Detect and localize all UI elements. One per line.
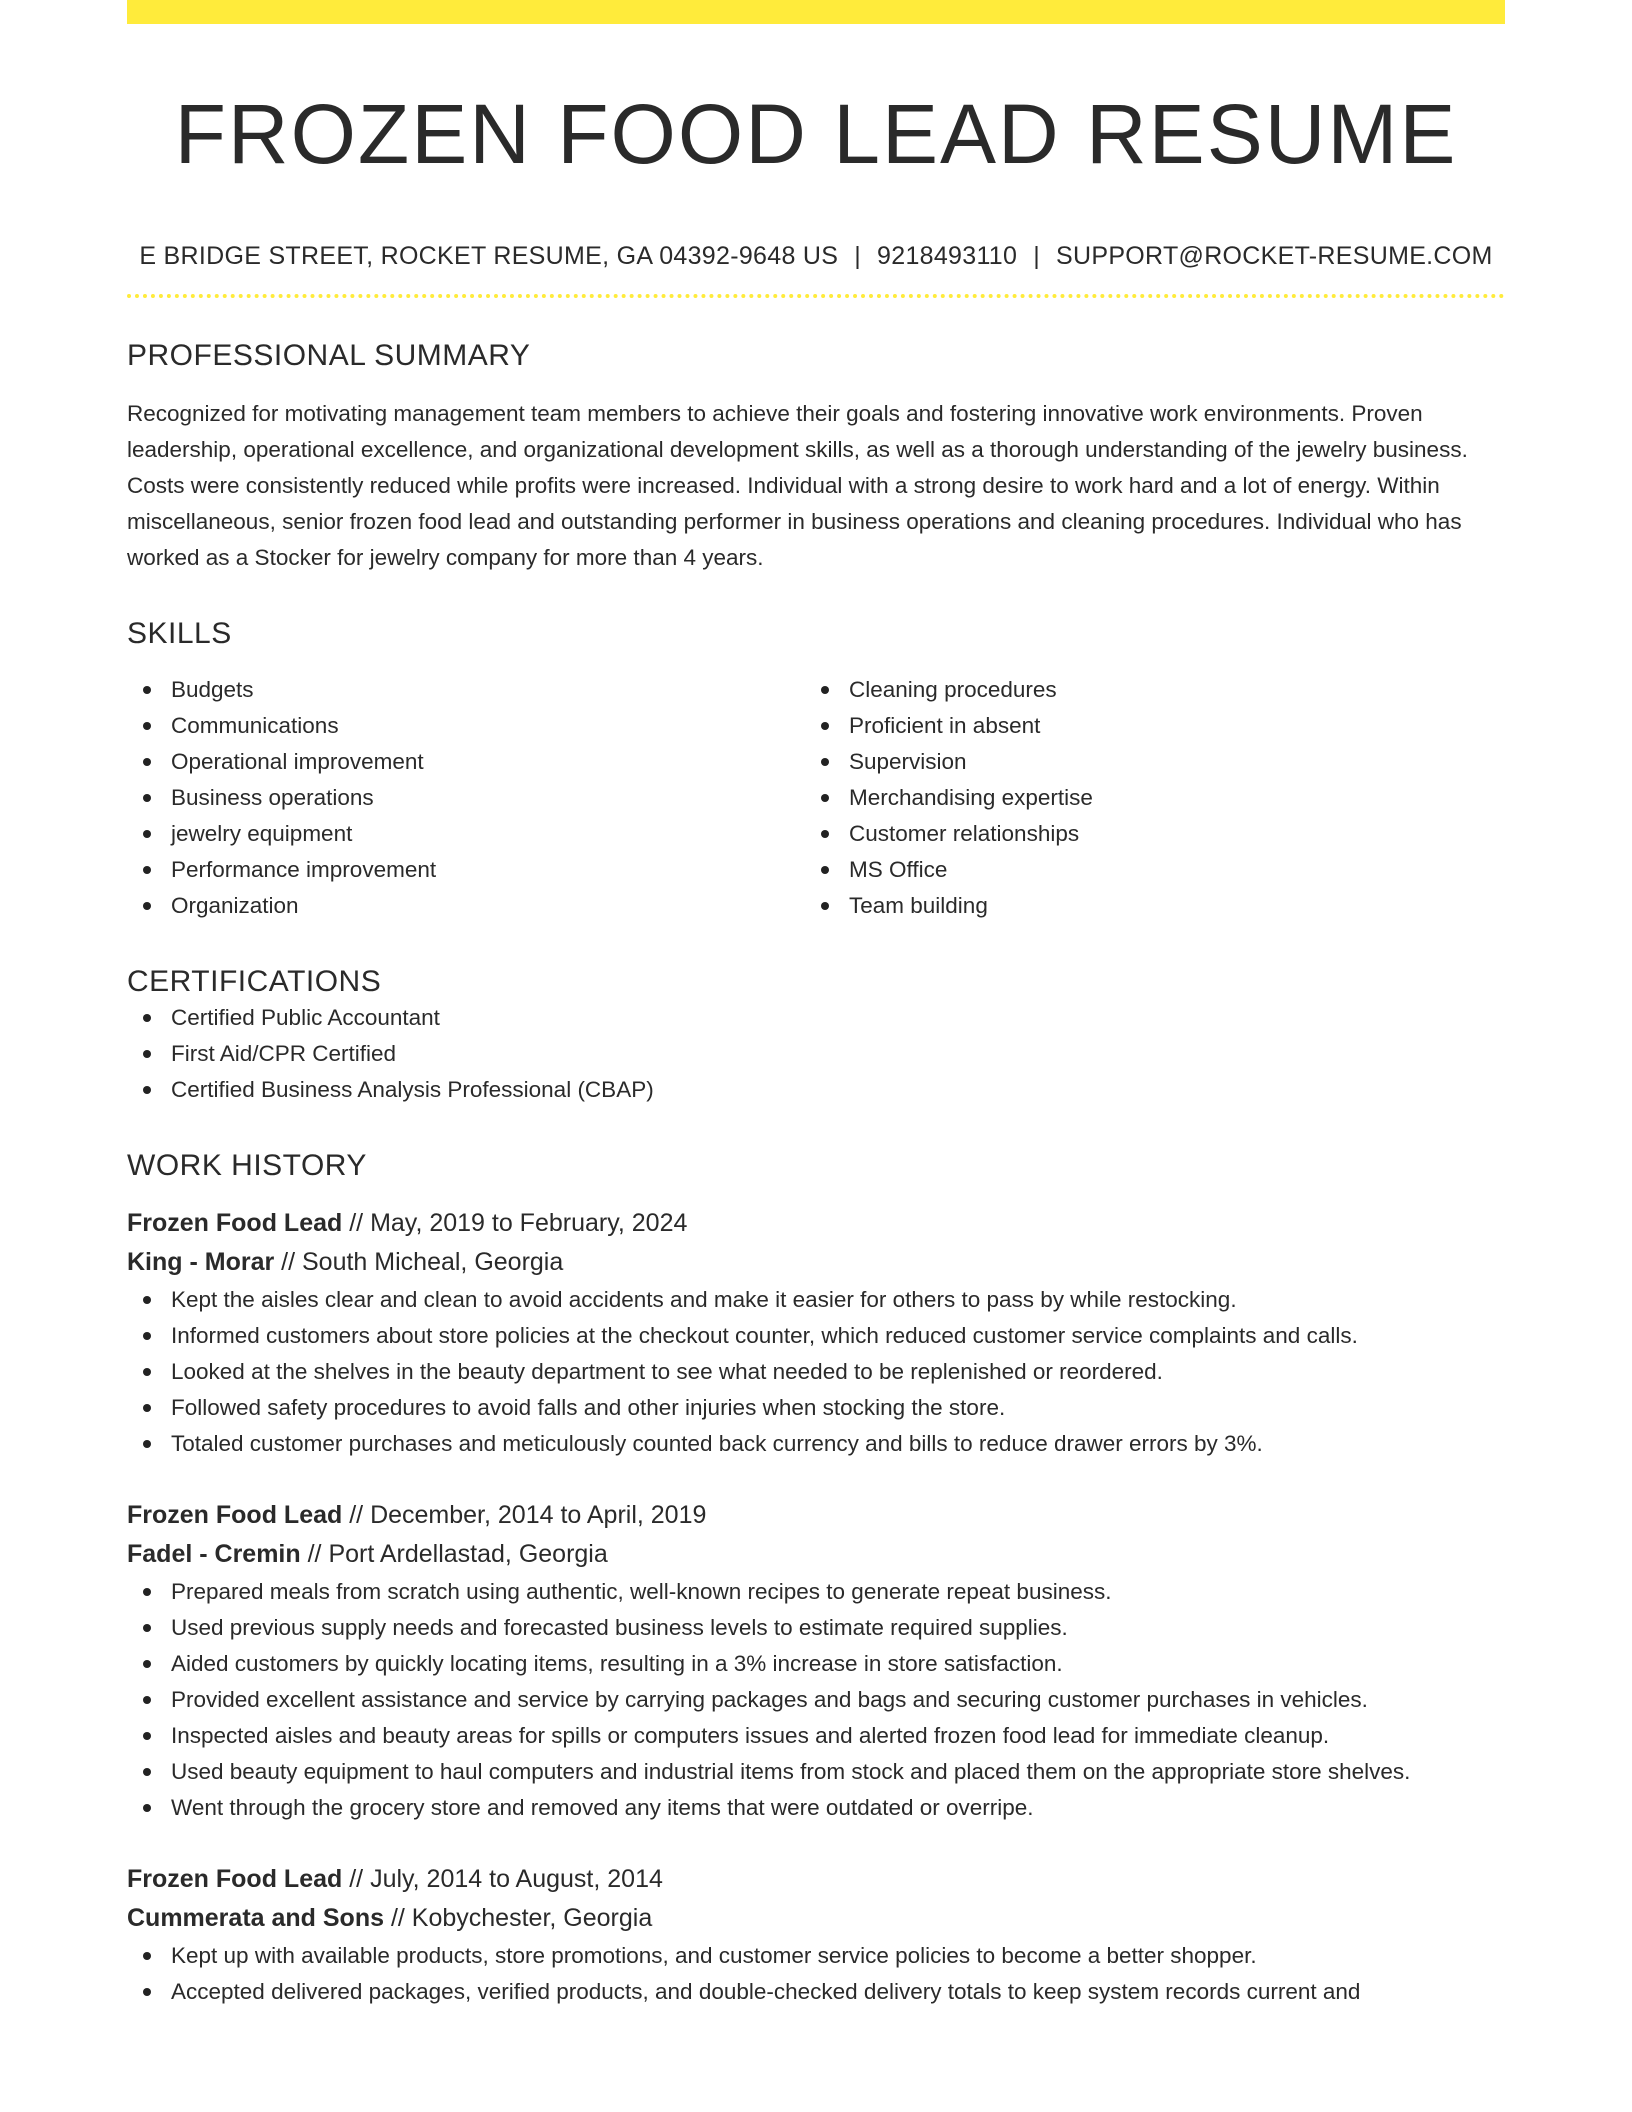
job-bullet-text: Looked at the shelves in the beauty department to see what needed to be replenished or reordered. <box>171 1359 1163 1384</box>
skills-column-right <box>805 672 1483 924</box>
skill-item <box>127 816 805 852</box>
job-bullet <box>127 1390 1505 1426</box>
bullet-dot-icon <box>143 1804 151 1812</box>
job-bullet <box>127 1282 1505 1318</box>
job-bullet <box>127 1682 1505 1718</box>
certification-item-text: Certified Business Analysis Professional (CBAP) <box>171 1077 654 1102</box>
job-bullet <box>127 1354 1505 1390</box>
skill-item <box>127 780 805 816</box>
job-bullet-text: Prepared meals from scratch using authentic, well-known recipes to generate repeat business. <box>171 1579 1112 1604</box>
job-dates: // May, 2019 to February, 2024 <box>342 1209 688 1237</box>
bullet-dot-icon <box>143 1014 151 1022</box>
job-bullet <box>127 1754 1505 1790</box>
job-bullet <box>127 1318 1505 1354</box>
job-title: Frozen Food Lead <box>127 1865 343 1893</box>
skill-item-text: Customer relationships <box>849 821 1080 846</box>
certification-item <box>127 1072 1505 1108</box>
job-bullet-list <box>127 1282 1505 1462</box>
skill-item-text: Team building <box>849 893 988 918</box>
contact-separator: | <box>1033 242 1041 270</box>
job-bullet <box>127 1610 1505 1646</box>
bullet-dot-icon <box>821 758 829 766</box>
skills-heading: SKILLS <box>127 617 232 650</box>
job-entry <box>127 1860 1505 2010</box>
skill-item <box>805 744 1483 780</box>
job-bullet-text: Went through the grocery store and removed any items that were outdated or overripe. <box>171 1795 1034 1820</box>
skill-item <box>127 852 805 888</box>
bullet-dot-icon <box>143 1588 151 1596</box>
skill-item-text: Operational improvement <box>171 749 424 774</box>
skill-item-text: Organization <box>171 893 299 918</box>
bullet-dot-icon <box>821 902 829 910</box>
summary-text: Recognized for motivating management team members to achieve their goals and fostering innovative work environments. Proven leadership, operational excellence, and organizational development skills, as well as a thorough understanding of the jewelry business. Costs were consistently reduced while profits were increased. Individual with a strong desire to work hard and a lot of energy. Within miscellaneous, senior frozen food lead and outstanding performer in business operations and cleaning procedures. Individual who has worked as a Stocker for jewelry company for more than 4 years. <box>127 401 1468 570</box>
job-bullet-text: Accepted delivered packages, verified products, and double-checked delivery totals to keep system records current and <box>171 1979 1361 2004</box>
job-bullet <box>127 1426 1505 1462</box>
contact-phone[interactable]: 9218493110 <box>877 242 1018 270</box>
skill-item <box>805 888 1483 924</box>
skill-item-text: Supervision <box>849 749 967 774</box>
contact-address: E BRIDGE STREET, ROCKET RESUME, GA 04392-9648 US <box>139 242 839 270</box>
job-company: Fadel - Cremin <box>127 1540 301 1568</box>
certification-item-text: First Aid/CPR Certified <box>171 1041 397 1066</box>
bullet-dot-icon <box>821 830 829 838</box>
job-title-line <box>127 1496 1505 1535</box>
bullet-dot-icon <box>143 830 151 838</box>
bullet-dot-icon <box>143 758 151 766</box>
job-title: Frozen Food Lead <box>127 1501 343 1529</box>
bullet-dot-icon <box>143 1050 151 1058</box>
job-bullet <box>127 1574 1505 1610</box>
job-bullet <box>127 1718 1505 1754</box>
work-history-list <box>127 1204 1505 2010</box>
job-title-line <box>127 1204 1505 1243</box>
job-bullet-text: Kept the aisles clear and clean to avoid accidents and make it easier for others to pass by while restocking. <box>171 1287 1237 1312</box>
job-bullet-text: Used previous supply needs and forecasted business levels to estimate required supplies. <box>171 1615 1068 1640</box>
bullet-dot-icon <box>821 686 829 694</box>
dotted-divider <box>127 294 1505 298</box>
job-bullet <box>127 1938 1505 1974</box>
job-dates: // December, 2014 to April, 2019 <box>342 1501 707 1529</box>
job-company-line <box>127 1535 1505 1574</box>
bullet-dot-icon <box>143 1332 151 1340</box>
job-title: Frozen Food Lead <box>127 1209 343 1237</box>
bullet-dot-icon <box>821 794 829 802</box>
bullet-dot-icon <box>143 686 151 694</box>
job-bullet-text: Aided customers by quickly locating items, resulting in a 3% increase in store satisfaction. <box>171 1651 1063 1676</box>
skill-item <box>805 852 1483 888</box>
skill-item-text: MS Office <box>849 857 948 882</box>
bullet-dot-icon <box>143 722 151 730</box>
skill-item-text: Business operations <box>171 785 374 810</box>
job-entry <box>127 1204 1505 1462</box>
job-company-line <box>127 1243 1505 1282</box>
job-bullet-text: Used beauty equipment to haul computers and industrial items from stock and placed them on the appropriate store shelves. <box>171 1759 1411 1784</box>
skills-list-left <box>127 672 805 924</box>
resume-page <box>127 0 1505 2010</box>
bullet-dot-icon <box>821 866 829 874</box>
skill-item <box>127 708 805 744</box>
job-bullet-text: Followed safety procedures to avoid falls and other injuries when stocking the store. <box>171 1395 1006 1420</box>
bullet-dot-icon <box>143 1296 151 1304</box>
bullet-dot-icon <box>143 1952 151 1960</box>
skill-item <box>805 672 1483 708</box>
bullet-dot-icon <box>143 1086 151 1094</box>
skill-item <box>805 708 1483 744</box>
job-bullet-text: Provided excellent assistance and service by carrying packages and bags and securing customer purchases in vehicles. <box>171 1687 1368 1712</box>
bullet-dot-icon <box>143 1368 151 1376</box>
job-dates: // July, 2014 to August, 2014 <box>342 1865 663 1893</box>
job-bullet-text: Informed customers about store policies at the checkout counter, which reduced customer service complaints and calls. <box>171 1323 1358 1348</box>
skills-list-right <box>805 672 1483 924</box>
bullet-dot-icon <box>143 1440 151 1448</box>
skills-column-left <box>127 672 805 924</box>
work-history-heading: WORK HISTORY <box>127 1149 367 1182</box>
skill-item <box>127 888 805 924</box>
job-bullet <box>127 1790 1505 1826</box>
skill-item-text: Cleaning procedures <box>849 677 1057 702</box>
job-company: Cummerata and Sons <box>127 1904 385 1932</box>
contact-separator: | <box>854 242 862 270</box>
skill-item-text: Performance improvement <box>171 857 437 882</box>
bullet-dot-icon <box>143 1696 151 1704</box>
job-entry <box>127 1496 1505 1826</box>
accent-top-bar <box>127 0 1505 24</box>
summary-heading: PROFESSIONAL SUMMARY <box>127 339 531 372</box>
skills-grid <box>127 672 1505 924</box>
bullet-dot-icon <box>143 1988 151 1996</box>
certifications-heading: CERTIFICATIONS <box>127 965 382 998</box>
skill-item <box>805 780 1483 816</box>
bullet-dot-icon <box>143 1732 151 1740</box>
job-company: King - Morar <box>127 1248 275 1276</box>
skill-item <box>805 816 1483 852</box>
skill-item-text: Proficient in absent <box>849 713 1041 738</box>
job-bullet-text: Inspected aisles and beauty areas for spills or computers issues and alerted frozen food lead for immediate cleanup. <box>171 1723 1330 1748</box>
job-location: // South Micheal, Georgia <box>274 1248 564 1276</box>
bullet-dot-icon <box>143 902 151 910</box>
bullet-dot-icon <box>143 1768 151 1776</box>
certification-item-text: Certified Public Accountant <box>171 1005 440 1030</box>
job-bullet <box>127 1646 1505 1682</box>
job-title-line <box>127 1860 1505 1899</box>
job-bullet <box>127 1974 1505 2010</box>
skill-item-text: Communications <box>171 713 339 738</box>
job-location: // Kobychester, Georgia <box>384 1904 653 1932</box>
certification-item <box>127 1000 1505 1036</box>
resume-title: FROZEN FOOD LEAD RESUME <box>174 87 1458 181</box>
skill-item <box>127 744 805 780</box>
skill-item-text: jewelry equipment <box>171 821 353 846</box>
certifications-list <box>127 1000 1505 1108</box>
contact-email[interactable]: SUPPORT@ROCKET-RESUME.COM <box>1056 242 1493 270</box>
bullet-dot-icon <box>143 1404 151 1412</box>
job-location: // Port Ardellastad, Georgia <box>300 1540 608 1568</box>
job-bullet-list <box>127 1938 1505 2010</box>
bullet-dot-icon <box>143 1660 151 1668</box>
skill-item-text: Budgets <box>171 677 254 702</box>
bullet-dot-icon <box>143 794 151 802</box>
skill-item <box>127 672 805 708</box>
job-bullet-text: Kept up with available products, store promotions, and customer service policies to become a better shopper. <box>171 1943 1257 1968</box>
certification-item <box>127 1036 1505 1072</box>
job-bullet-text: Totaled customer purchases and meticulously counted back currency and bills to reduce drawer errors by 3%. <box>171 1431 1263 1456</box>
contact-line <box>127 240 1505 272</box>
bullet-dot-icon <box>143 1624 151 1632</box>
skill-item-text: Merchandising expertise <box>849 785 1093 810</box>
job-bullet-list <box>127 1574 1505 1826</box>
bullet-dot-icon <box>821 722 829 730</box>
job-company-line <box>127 1899 1505 1938</box>
bullet-dot-icon <box>143 866 151 874</box>
